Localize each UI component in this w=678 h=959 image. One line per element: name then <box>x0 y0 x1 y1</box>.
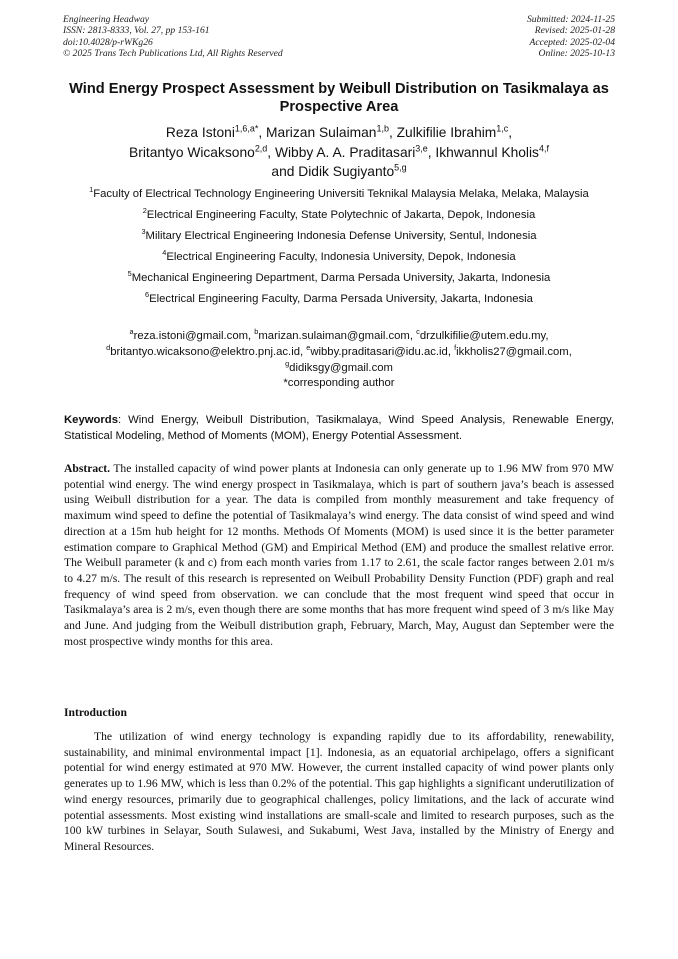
abstract <box>64 461 614 649</box>
introduction-paragraph: The utilization of wind energy technology is expanding rapidly due to its affordability, renewability, sustainability, and minimal environmental impact [1]. Indonesia, as an equatorial archipelago, offers a significant potential for wind energy estimated at 970 MW. However, the current installed capacity of wind power plants only generates up to 1.96 MW, which is less than 0.2% of the potential. This gap highlights a significant underutilization of wind energy resources, primarily due to geographical challenges, policy limitations, and the lack of accurate wind potential assessments. Most existing wind installations are small-scale and limited to research purposes, such as the 100 kW turbines in Selayar, South Sulawesi, and Sukabumi, West Java, installed by the Ministry of Energy and Mineral Resources. <box>64 730 614 853</box>
author: Zulkifilie Ibrahim$^{1,c}$, <box>396 123 513 140</box>
paper-title: Wind Energy Prospect Assessment by Weibull Distribution on Tasikmalaya as Prospective Area <box>69 81 609 115</box>
affiliation: $^3$Military Electrical Engineering Indonesia Defense University, Sentul, Indonesia <box>141 227 537 243</box>
email[interactable]: $^e$wibby.praditasari@idu.ac.id <box>306 343 448 359</box>
author: Marizan Sulaiman$^{1,b}$, <box>266 123 397 140</box>
abstract-text: The installed capacity of wind power plants at Indonesia can only generate up to 1.96 MW from 970 MW potential wind energy. The wind energy prospect in Tasikmalaya, which is part of southern java’s beach is assessed using Weibull distribution for a year. The data is compiled from monthly measurement and take frequency of maximum wind speed to define the potential of Tasikmalaya’s wind energy. The data consist of wind speed and wind direction at a 15m hub height for 12 months. Methods Of Moments (MOM) is used since it is the better parameter estimation compare to Graphical Method (GM) and Empirical Method (EM) and produce the smallest relative error. The Weibull parameter (k and c) from each month varies from 1.17 to 2.61, the scale factor ranges between 2.01 m/s to 4.27 m/s. The result of this research is represented on Weibull Probability Density Function (PDF) graph and real frequency of wind speed from observation. we can conclude that the most frequent wind speed that occur in Tasikmalaya’s area is 2 m/s, even though there are some months that has more frequent wind speed of 3 m/s like May and June. And judging from the Weibull distribution graph, February, March, May, August dan September were the most prospective windy months for this area. <box>64 462 614 648</box>
abstract-label: Abstract. <box>64 462 111 475</box>
author: Wibby A. A. Praditasari$^{3,e}$, <box>274 142 436 160</box>
email[interactable]: $^b$marizan.sulaiman@gmail.com <box>254 327 410 342</box>
affiliation: $^2$Electrical Engineering Faculty, State Polytechnic of Jakarta, Depok, Indonesia <box>142 206 536 222</box>
email[interactable]: $^d$britantyo.wicaksono@elektro.pnj.ac.id <box>106 343 300 359</box>
journal-header-left <box>63 14 283 60</box>
email[interactable]: $^c$drzulkifilie@utem.edu.my <box>416 327 546 342</box>
introduction-heading: Introduction <box>64 706 127 719</box>
affiliation-list <box>70 186 608 313</box>
affiliation: $^4$Electrical Engineering Faculty, Indonesia University, Depok, Indonesia <box>162 248 516 264</box>
author: Britantyo Wicaksono$^{2,d}$, <box>129 142 275 160</box>
journal-name: Engineering Headway <box>63 14 150 25</box>
date-accepted: Accepted: 2025-02-04 <box>529 36 615 48</box>
journal-doi[interactable]: doi:10.4028/p-rWKg26 <box>63 36 153 48</box>
keywords <box>64 413 614 445</box>
email[interactable]: $^g$didiksgy@gmail.com <box>285 359 393 375</box>
journal-copyright: © 2025 Trans Tech Publications Ltd, All Rights Reserved <box>63 48 283 60</box>
keywords-text: : Wind Energy, Weibull Distribution, Tasikmalaya, Wind Speed Analysis, Renewable Energy, Statistical Modeling, Method of Moments (MOM), Energy Potential Assessment. <box>64 414 614 442</box>
journal-header-right <box>527 14 615 60</box>
email[interactable]: $^f$ikkholis27@gmail.com <box>454 343 569 359</box>
affiliation: $^1$Faculty of Electrical Technology Engineering Universiti Teknikal Malaysia Melaka, Melaka, Malaysia <box>89 185 589 200</box>
affiliation: $^5$Mechanical Engineering Department, Darma Persada University, Jakarta, Indonesia <box>127 269 551 285</box>
affiliation: $^6$Electrical Engineering Faculty, Darma Persada University, Jakarta, Indonesia <box>145 290 533 306</box>
email[interactable]: $^a$reza.istoni@gmail.com <box>129 327 249 342</box>
date-submitted: Submitted: 2024-11-25 <box>526 14 615 25</box>
email-list: $^a$reza.istoni@gmail.com, $^b$marizan.sulaiman@gmail.com, $^c$drzulkifilie@utem.edu.my, $^d$britantyo.wicaksono@elektro.pnj.ac.id, $^e$wibby.praditasari@idu.ac.id, $^f$ikkholis27@gmail.com, $^g$didiksgy@gmail.com <box>106 327 572 375</box>
author: Ikhwannul Kholis$^{4,f}$ <box>435 142 549 160</box>
author: and Didik Sugiyanto$^{5,g}$ <box>271 162 407 179</box>
corresponding-author-note: *corresponding author <box>283 377 395 389</box>
date-revised: Revised: 2025-01-28 <box>534 25 615 37</box>
date-online: Online: 2025-10-13 <box>538 48 615 60</box>
journal-issn: ISSN: 2813-8333, Vol. 27, pp 153-161 <box>63 25 210 37</box>
author: Reza Istoni$^{1,6,a*}$, <box>165 123 267 140</box>
keywords-label: Keywords <box>64 414 118 426</box>
author-list <box>60 123 618 182</box>
